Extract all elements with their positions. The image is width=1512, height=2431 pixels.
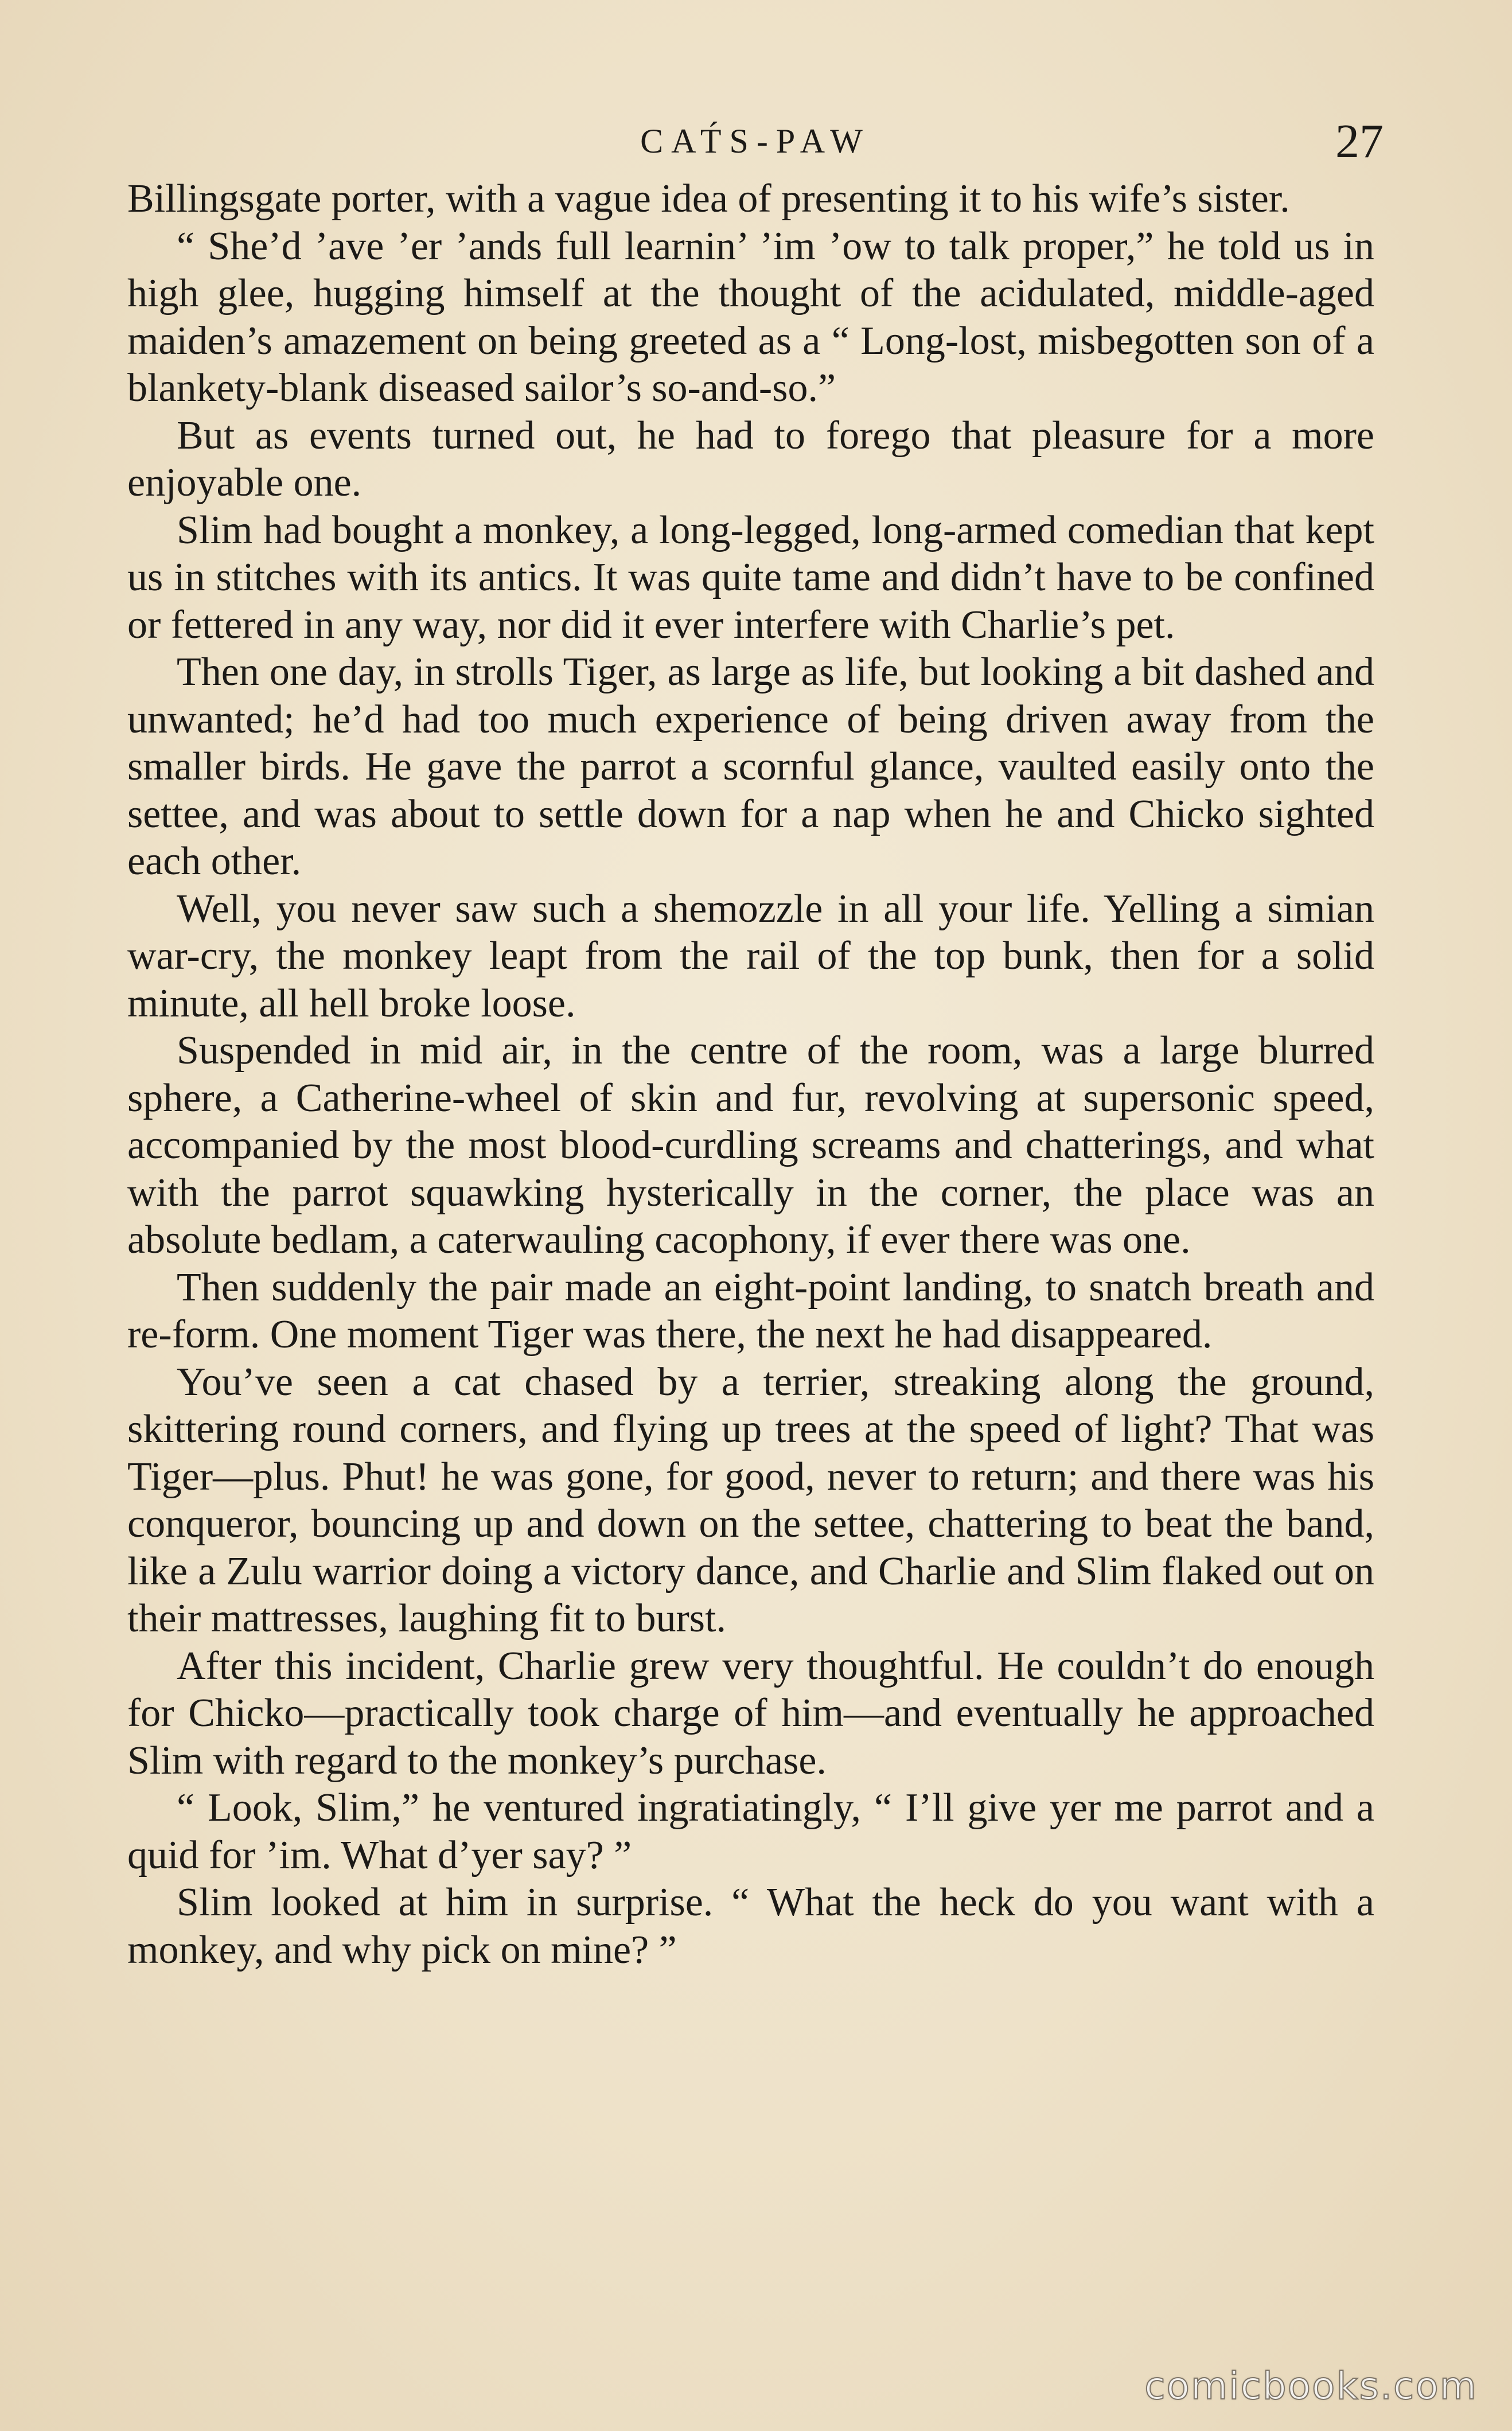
paragraph-11: “ Look, Slim,” he ventured ingratiatingly, “ I’ll give yer me parrot and a quid for ’im. What d’yer say? ” (127, 1786, 1374, 1877)
paragraph-4: Slim had bought a monkey, a long-legged, long-armed comedian that kept us in stitches with its antics. It was quite tame and didn’t have to be confined or fettered in any way, nor did it ever interfere with Charlie’s pet. (127, 508, 1374, 647)
running-title: CAT́S-PAW (640, 122, 871, 160)
paragraph-8: Then suddenly the pair made an eight-point landing, to snatch breath and re-form. One moment Tiger was there, the next he had disappeared. (127, 1265, 1374, 1357)
paragraph-3: But as events turned out, he had to forego that pleasure for a more enjoyable one. (127, 413, 1374, 505)
body-text (127, 176, 1374, 1974)
paragraph-9: You’ve seen a cat chased by a terrier, streaking along the ground, skittering round corners, and flying up trees at the speed of light? That was Tiger—plus. Phut! he was gone, for good, never to return; and there was his conqueror, bouncing up and down on the settee, chattering to beat the band, like a Zulu warrior doing a victory dance, and Charlie and Slim flaked out on their mattresses, laughing fit to burst. (127, 1359, 1374, 1641)
watermark-text: comicbooks.com (1144, 2364, 1478, 2408)
paragraph-2: “ She’d ’ave ’er ’ands full learnin’ ’im ’ow to talk proper,” he told us in high glee, hugging himself at the thought of the acidulated, middle-aged maiden’s amazement on being greeted as a “ Long-lost, misbegotten son of a blankety-blank diseased sailor’s so-and-so.” (127, 224, 1374, 410)
paragraph-10: After this incident, Charlie grew very thoughtful. He couldn’t do enough for Chicko—practically took charge of him—and eventually he approached Slim with regard to the monkey’s purchase. (127, 1643, 1374, 1783)
paragraph-12: Slim looked at him in surprise. “ What the heck do you want with a monkey, and why pick on mine? ” (127, 1880, 1374, 1972)
paragraph-1: Billingsgate porter, with a vague idea of presenting it to his wife’s sister. (127, 177, 1290, 221)
running-head (127, 114, 1384, 168)
paragraph-7: Suspended in mid air, in the centre of the room, was a large blurred sphere, a Catherine-wheel of skin and fur, revolving at supersonic speed, accompanied by the most blood-curdling screams and chatterings, and what with the parrot squawking hysterically in the corner, the place was an absolute bedlam, a caterwauling cacophony, if ever there was one. (127, 1028, 1374, 1262)
paragraph-5: Then one day, in strolls Tiger, as large as life, but looking a bit dashed and unwanted; he’d had too much experience of being driven away from the smaller birds. He gave the parrot a scornful glance, vaulted easily onto the settee, and was about to settle down for a nap when he and Chicko sighted each other. (127, 650, 1374, 883)
paragraph-6: Well, you never saw such a shemozzle in all your life. Yelling a simian war-cry, the monkey leapt from the rail of the top bunk, then for a solid minute, all hell broke loose. (127, 886, 1374, 1026)
page-number: 27 (1335, 115, 1384, 168)
